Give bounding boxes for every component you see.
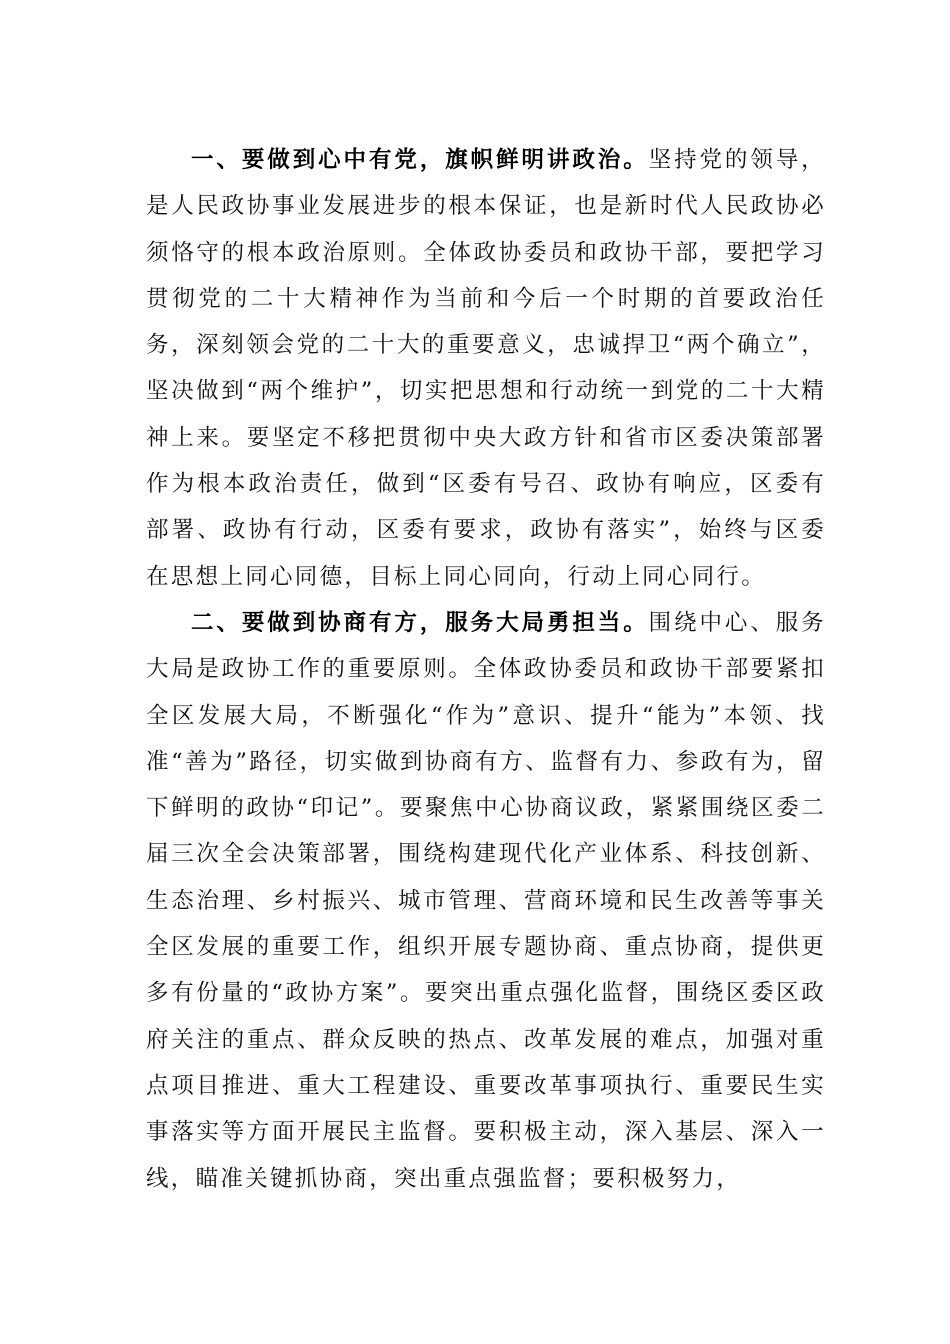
paragraph-2	[146, 600, 826, 1202]
paragraph-1-body: 坚持党的领导，是人民政协事业发展进步的根本保证，也是新时代人民政协必须恪守的根本政治原则。全体政协委员和政协干部，要把学习贯彻党的二十大精神作为当前和今后一个时期的首要政治任务，深刻领会党的二十大的重要意义，忠诚捍卫“两个确立”，坚决做到“两个维护”，切实把思想和行动统一到党的二十大精神上来。要坚定不移把贯彻中央大政方针和省市区委决策部署作为根本政治责任，做到“区委有号召、政协有响应，区委有部署、政协有行动，区委有要求，政协有落实”，始终与区委在思想上同心同德，目标上同心同向，行动上同心同行。	[146, 147, 826, 590]
paragraph-2-heading: 二、要做到协商有方，服务大局勇担当。	[191, 609, 649, 636]
paragraph-2-body: 围绕中心、服务大局是政协工作的重要原则。全体政协委员和政协干部要紧扣全区发展大局，不断强化“作为”意识、提升“能为”本领、找准“善为”路径，切实做到协商有方、监督有力、参政有为，留下鲜明的政协“印记”。要聚焦中心协商议政，紧紧围绕区委二届三次全会决策部署，围绕构建现代化产业体系、科技创新、生态治理、乡村振兴、城市管理、营商环境和民生改善等事关全区发展的重要工作，组织开展专题协商、重点协商，提供更多有份量的“政协方案”。要突出重点强化监督，围绕区委区政府关注的重点、群众反映的热点、改革发展的难点，加强对重点项目推进、重大工程建设、重要改革事项执行、重要民生实事落实等方面开展民主监督。要积极主动，深入基层、深入一线，瞄准关键抓协商，突出重点强监督；要积极努力，	[146, 609, 826, 1192]
document-page	[146, 137, 826, 1202]
paragraph-1-heading: 一、要做到心中有党，旗帜鲜明讲政治。	[191, 147, 649, 173]
paragraph-1	[146, 137, 826, 600]
